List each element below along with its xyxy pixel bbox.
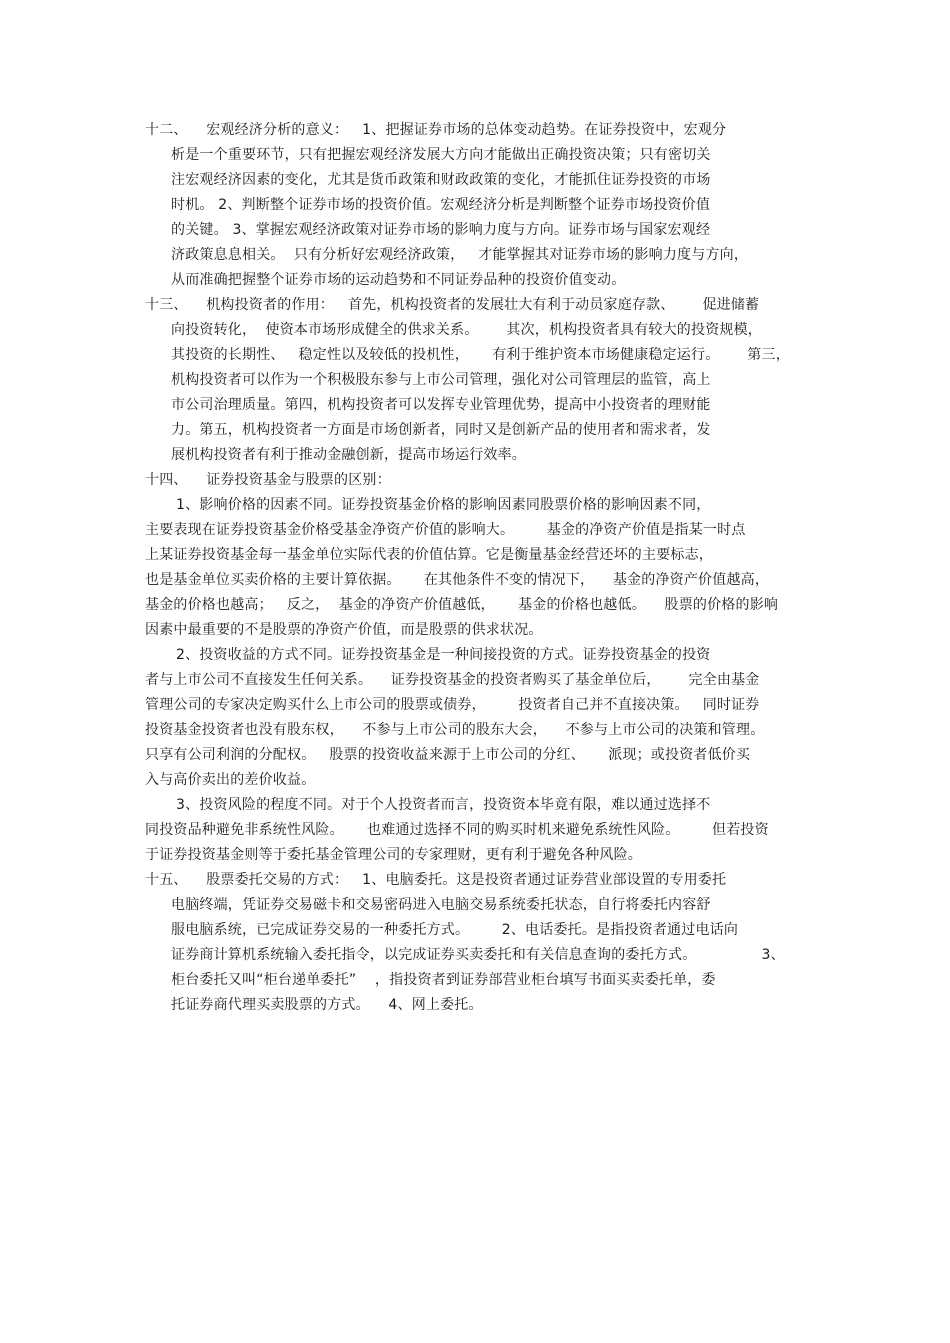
text-line: 2、投资收益的方式不同。证券投资基金是一种间接投资的方式。证券投资基金的投资: [176, 647, 711, 663]
text-line: 时机。 2、判断整个证券市场的投资价值。宏观经济分析是判断整个证券市场投资价值: [171, 197, 711, 213]
text-line: 托证券商代理买卖股票的方式。 4、网上委托。: [171, 997, 483, 1013]
text-line: 服电脑系统，已完成证券交易的一种委托方式。 2、电话委托。是指投资者通过电话向: [171, 922, 739, 938]
text-line: 电脑终端，凭证券交易磁卡和交易密码进入电脑交易系统委托状态，自行将委托内容舒: [171, 897, 711, 913]
text-line: 的关键。 3、掌握宏观经济政策对证券市场的影响力度与方向。证券市场与国家宏观经: [171, 222, 711, 238]
text-line: 析是一个重要环节，只有把握宏观经济发展大方向才能做出正确投资决策；只有密切关: [171, 147, 711, 163]
text-line: 基金的价格也越高； 反之， 基金的净资产价值越低， 基金的价格也越低。 股票的价格的影响: [145, 597, 779, 613]
text-line: 只享有公司利润的分配权。 股票的投资收益来源于上市公司的分红、 派现；或投资者低价买: [145, 747, 751, 763]
text-line: 因素中最重要的不是股票的净资产价值，而是股票的供求状况。: [145, 622, 543, 638]
text-line: 十五、 股票委托交易的方式： 1、电脑委托。这是投资者通过证券营业部设置的专用委托: [145, 872, 727, 888]
text-line: 于证券投资基金则等于委托基金管理公司的专家理财，更有利于避免各种风险。: [145, 847, 642, 863]
text-line: 十三、 机构投资者的作用： 首先，机构投资者的发展壮大有利于动员家庭存款、 促进储蓄: [145, 297, 760, 313]
text-line: 注宏观经济因素的变化，尤其是货币政策和财政政策的变化，才能抓住证券投资的市场: [171, 172, 711, 188]
text-line: 济政策息息相关。 只有分析好宏观经济政策， 才能掌握其对证券市场的影响力度与方向，: [171, 247, 749, 263]
text-line: 证券商计算机系统输入委托指令，以完成证券买卖委托和有关信息查询的委托方式。 3、: [171, 947, 785, 963]
text-line: 3、投资风险的程度不同。对于个人投资者而言，投资资本毕竟有限，难以通过选择不: [176, 797, 711, 813]
text-line: 市公司治理质量。第四，机构投资者可以发挥专业管理优势，提高中小投资者的理财能: [171, 397, 711, 413]
text-line: 上某证券投资基金每一基金单位实际代表的价值估算。它是衡量基金经营还坏的主要标志，: [145, 547, 713, 563]
text-line: 十四、 证券投资基金与股票的区别：: [145, 472, 391, 488]
text-line: 同投资品种避免非系统性风险。 也难通过选择不同的购买时机来避免系统性风险。 但若投资: [145, 822, 769, 838]
text-line: 展机构投资者有利于推动金融创新，提高市场运行效率。: [171, 447, 526, 463]
text-line: 力。第五，机构投资者一方面是市场创新者，同时又是创新产品的使用者和需求者，发: [171, 422, 711, 438]
text-line: 从而准确把握整个证券市场的运动趋势和不同证券品种的投资价值变动。: [171, 272, 626, 288]
text-line: 十二、 宏观经济分析的意义： 1、把握证券市场的总体变动趋势。在证券投资中，宏观分: [145, 122, 727, 138]
text-line: 其投资的长期性、 稳定性以及较低的投机性， 有利于维护资本市场健康稳定运行。 第三，: [171, 347, 790, 363]
text-line: 管理公司的专家决定购买什么上市公司的股票或债券， 投资者自己并不直接决策。 同时证券: [145, 697, 760, 713]
text-line: 向投资转化， 使资本市场形成健全的供求关系。 其次，机构投资者具有较大的投资规模，: [171, 322, 762, 338]
text-line: 主要表现在证券投资基金价格受基金净资产价值的影响大。 基金的净资产价值是指某一时点: [145, 522, 746, 538]
text-line: 机构投资者可以作为一个积极股东参与上市公司管理，强化对公司管理层的监管，高上: [171, 372, 711, 388]
text-line: 1、影响价格的因素不同。证券投资基金价格的影响因素同股票价格的影响因素不同，: [176, 497, 711, 513]
text-line: 投资基金投资者也没有股东权， 不参与上市公司的股东大会， 不参与上市公司的决策和管理。: [145, 722, 765, 738]
text-line: 入与高价卖出的差价收益。: [145, 772, 316, 788]
text-line: 柜台委托又叫“柜台递单委托” ，指投资者到证券部营业柜台填写书面买卖委托单，委: [171, 972, 716, 988]
text-line: 也是基金单位买卖价格的主要计算依据。 在其他条件不变的情况下， 基金的净资产价值越高，: [145, 572, 770, 588]
text-line: 者与上市公司不直接发生任何关系。 证券投资基金的投资者购买了基金单位后， 完全由基金: [145, 672, 760, 688]
